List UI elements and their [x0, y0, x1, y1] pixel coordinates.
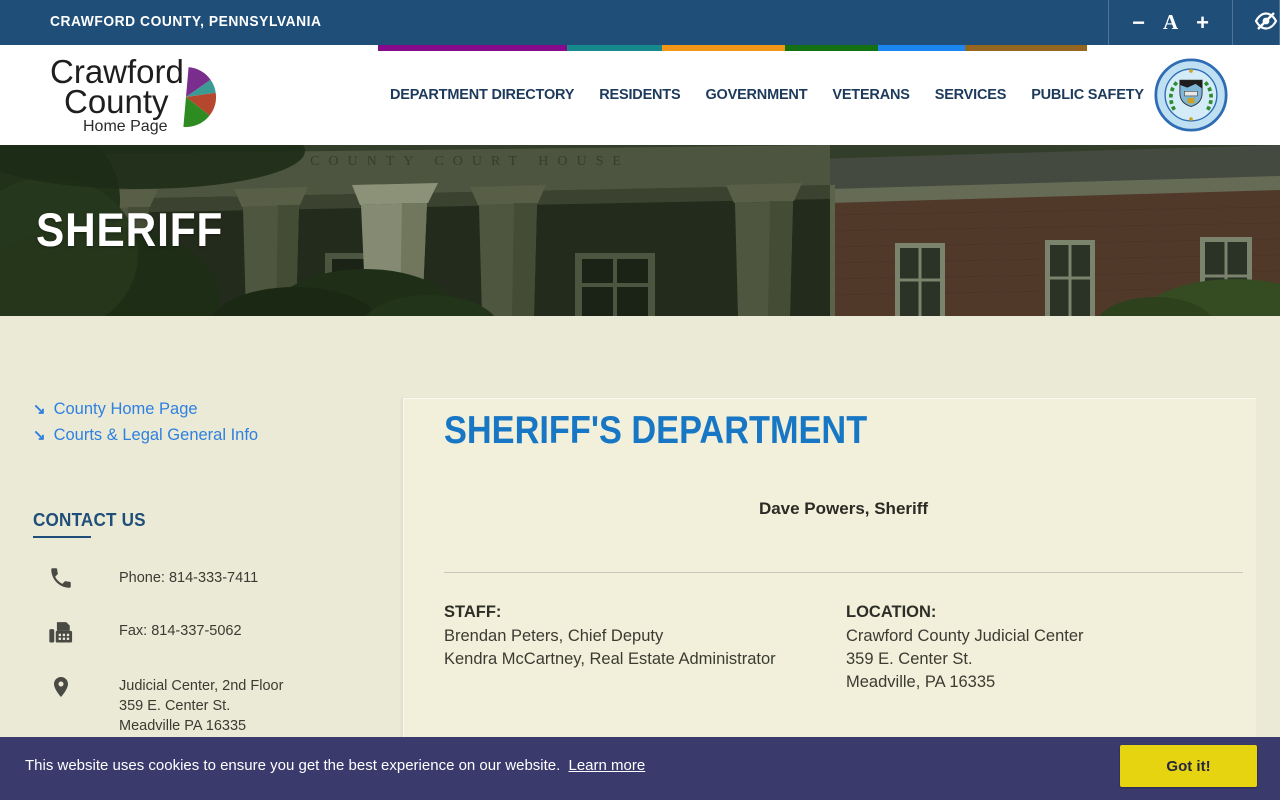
sidebar-link-county-home[interactable]: [33, 400, 383, 419]
logo-subtitle: Home Page: [83, 118, 168, 135]
staff-line: Brendan Peters, Chief Deputy: [444, 627, 664, 645]
location-column: [846, 603, 1243, 694]
nav-item-services[interactable]: SERVICES: [934, 87, 1007, 103]
accessibility-toggle-button[interactable]: [1247, 10, 1280, 35]
contact-us-underline: [33, 536, 91, 538]
location-line: 359 E. Center St.: [846, 650, 973, 668]
county-name-text: CRAWFORD COUNTY, PENNSYLVANIA: [50, 13, 322, 30]
content-area: [0, 316, 1280, 800]
sidebar: [33, 400, 383, 736]
logo-text-line1: Crawford: [50, 53, 184, 90]
accessibility-group: [1232, 0, 1280, 45]
fax-icon: [33, 617, 89, 646]
info-columns: [444, 603, 1243, 694]
cookie-banner: [0, 737, 1280, 800]
page-title: SHERIFF: [36, 203, 224, 256]
pie-chart-logo-icon: [182, 63, 222, 134]
font-increase-button[interactable]: +: [1187, 12, 1218, 34]
phone-icon: [33, 564, 89, 591]
contact-row-fax: [33, 617, 383, 646]
arrow-down-right-icon: ↘: [33, 401, 46, 418]
nav-item-department-directory[interactable]: DEPARTMENT DIRECTORY: [390, 87, 575, 103]
got-it-button[interactable]: Got it!: [1120, 745, 1257, 787]
site-logo[interactable]: [50, 53, 280, 137]
location-line: Crawford County Judicial Center: [846, 627, 1084, 645]
courthouse-inscription: COUNTY COURT HOUSE: [310, 154, 630, 169]
address-line: Meadville PA 16335: [119, 718, 247, 734]
staff-column: [444, 603, 846, 694]
staff-heading: STAFF:: [444, 603, 502, 621]
hero-banner: [0, 145, 1280, 316]
cookie-message-text: This website uses cookies to ensure you get the best experience on our website.: [25, 757, 561, 774]
sidebar-link-label[interactable]: County Home Page: [53, 400, 198, 418]
logo-text-line2: County: [64, 83, 169, 120]
phone-number: Phone: 814-333-7411: [119, 570, 259, 586]
nav-item-residents[interactable]: RESIDENTS: [599, 87, 681, 103]
fax-number: Fax: 814-337-5062: [119, 623, 242, 639]
department-title: SHERIFF'S DEPARTMENT: [444, 409, 868, 452]
font-decrease-button[interactable]: −: [1123, 12, 1154, 34]
location-line: Meadville, PA 16335: [846, 673, 996, 691]
top-utility-bar: [0, 0, 1280, 45]
arrow-down-right-icon: ↘: [33, 427, 46, 444]
nav-item-veterans[interactable]: VETERANS: [832, 87, 910, 103]
font-size-controls: [1108, 0, 1232, 45]
contact-row-phone: [33, 564, 383, 591]
address-line: Judicial Center, 2nd Floor: [119, 678, 284, 694]
eye-off-icon: [1253, 20, 1279, 35]
font-size-reset-button[interactable]: A: [1154, 12, 1187, 33]
learn-more-link[interactable]: Learn more: [568, 757, 646, 774]
county-seal-icon: [1154, 58, 1228, 132]
main-navigation: [390, 45, 1144, 145]
sidebar-link-label[interactable]: Courts & Legal General Info: [53, 426, 259, 444]
location-heading: LOCATION:: [846, 603, 937, 621]
divider: [444, 572, 1243, 573]
site-header: [0, 45, 1280, 145]
contact-us-heading: CONTACT US: [33, 510, 146, 530]
topbar-tools: [1108, 0, 1280, 45]
nav-item-public-safety[interactable]: PUBLIC SAFETY: [1031, 87, 1144, 103]
sheriff-name: Dave Powers, Sheriff: [758, 499, 929, 518]
sidebar-link-courts-legal[interactable]: [33, 426, 383, 445]
staff-line: Kendra McCartney, Real Estate Administrator: [444, 650, 776, 668]
address-line: 359 E. Center St.: [119, 698, 231, 714]
map-pin-icon: [33, 672, 89, 736]
contact-row-address: [33, 672, 383, 736]
cookie-message: [25, 757, 645, 774]
address-text: [119, 672, 283, 736]
nav-item-government[interactable]: GOVERNMENT: [705, 87, 808, 103]
